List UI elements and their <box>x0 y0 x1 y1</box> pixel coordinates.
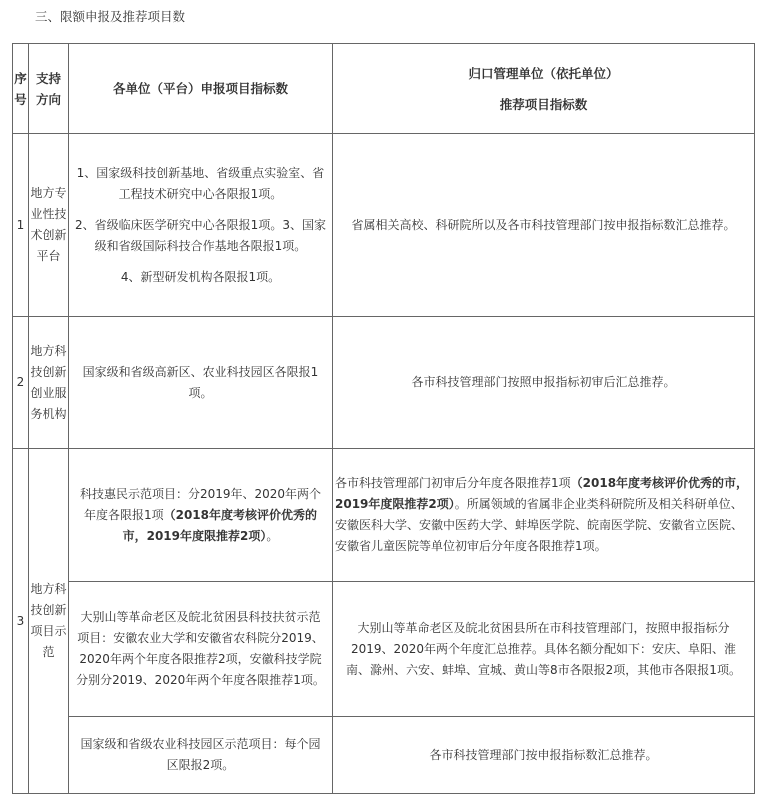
table-row <box>13 134 755 317</box>
row-1-quota-item-2: 2、省级临床医学研究中心各限报1项。3、国家级和省级国际科技合作基地各限报1项。 <box>75 217 326 253</box>
row-2-recommend: 各市科技管理部门按照申报指标初审后汇总推荐。 <box>333 317 755 449</box>
row-2-quota: 国家级和省级高新区、农业科技园区各限报1项。 <box>69 317 333 449</box>
table-row <box>13 449 755 582</box>
row-3a-rec-text: 各市科技管理部门初审后分年度各限推荐1项 <box>335 476 571 490</box>
header-unit-quota: 各单位（平台）申报项目指标数 <box>69 44 333 134</box>
row-2-seq: 2 <box>13 317 29 449</box>
row-1-recommend: 省属相关高校、科研院所以及各市科技管理部门按申报指标数汇总推荐。 <box>333 134 755 317</box>
section-title: 三、限额申报及推荐项目数 <box>35 9 186 24</box>
row-3a-rec-bold: （2018年度考核评价优秀的市，2019年度限推荐2项） <box>335 476 749 511</box>
row-3a-recommend <box>333 449 755 582</box>
row-1-quota-item-1: 1、国家级科技创新基地、省级重点实验室、省工程技术研究中心各限报1项。 <box>76 165 325 201</box>
row-3a-rec-rest: 。所属领域的省属非企业类科研院所及相关科研单位、安徽医科大学、安徽中医药大学、蚌埠医学院、皖南医学院、安徽省立医院、安徽省儿童医院等单位初审后分年度各限推荐1项。 <box>335 497 744 553</box>
row-3b-recommend: 大别山等革命老区及皖北贫困县所在市科技管理部门，按照申报指标分2019、2020年两个年度汇总推荐。具体名额分配如下：安庆、阜阳、淮南、滁州、六安、蚌埠、宣城、黄山等8市各限报2项，其他市各限报1项。 <box>333 582 755 717</box>
quota-table <box>12 43 755 794</box>
row-3a-quota-bold: （2018年度考核评价优秀的市，2019年度限推荐2项） <box>122 507 318 543</box>
row-3c-quota: 国家级和省级农业科技园区示范项目：每个园区限报2项。 <box>69 717 333 794</box>
row-2-direction: 地方科技创新创业服务机构 <box>29 317 69 449</box>
row-1-quota <box>69 134 333 317</box>
row-3-seq: 3 <box>13 449 29 794</box>
header-mgmt-line1: 归口管理单位（依托单位） <box>468 65 619 81</box>
header-mgmt-recommend <box>333 44 755 134</box>
header-mgmt-line2: 推荐项目指标数 <box>499 96 588 112</box>
row-1-direction: 地方专业性技术创新平台 <box>29 134 69 317</box>
table-row <box>13 717 755 794</box>
row-1-quota-item-3: 4、新型研发机构各限报1项。 <box>120 269 281 284</box>
row-3-direction: 地方科技创新项目示范 <box>29 449 69 794</box>
header-direction: 支持方向 <box>29 44 69 134</box>
row-3a-quota-text: 科技惠民示范项目：分2019年、2020年两个年度各限报1项 <box>79 486 322 522</box>
table-row <box>13 317 755 449</box>
header-seq: 序号 <box>13 44 29 134</box>
row-3c-recommend: 各市科技管理部门按申报指标数汇总推荐。 <box>333 717 755 794</box>
row-3a-quota-end: 。 <box>266 528 279 543</box>
row-3b-quota: 大别山等革命老区及皖北贫困县科技扶贫示范项目：安徽农业大学和安徽省农科院分2019、2020年两个年度各限推荐2项，安徽科技学院分别分2019、2020年两个年度各限推荐1项。 <box>69 582 333 717</box>
row-3a-quota <box>69 449 333 582</box>
row-1-seq: 1 <box>13 134 29 317</box>
table-header-row <box>13 44 755 134</box>
table-row <box>13 582 755 717</box>
